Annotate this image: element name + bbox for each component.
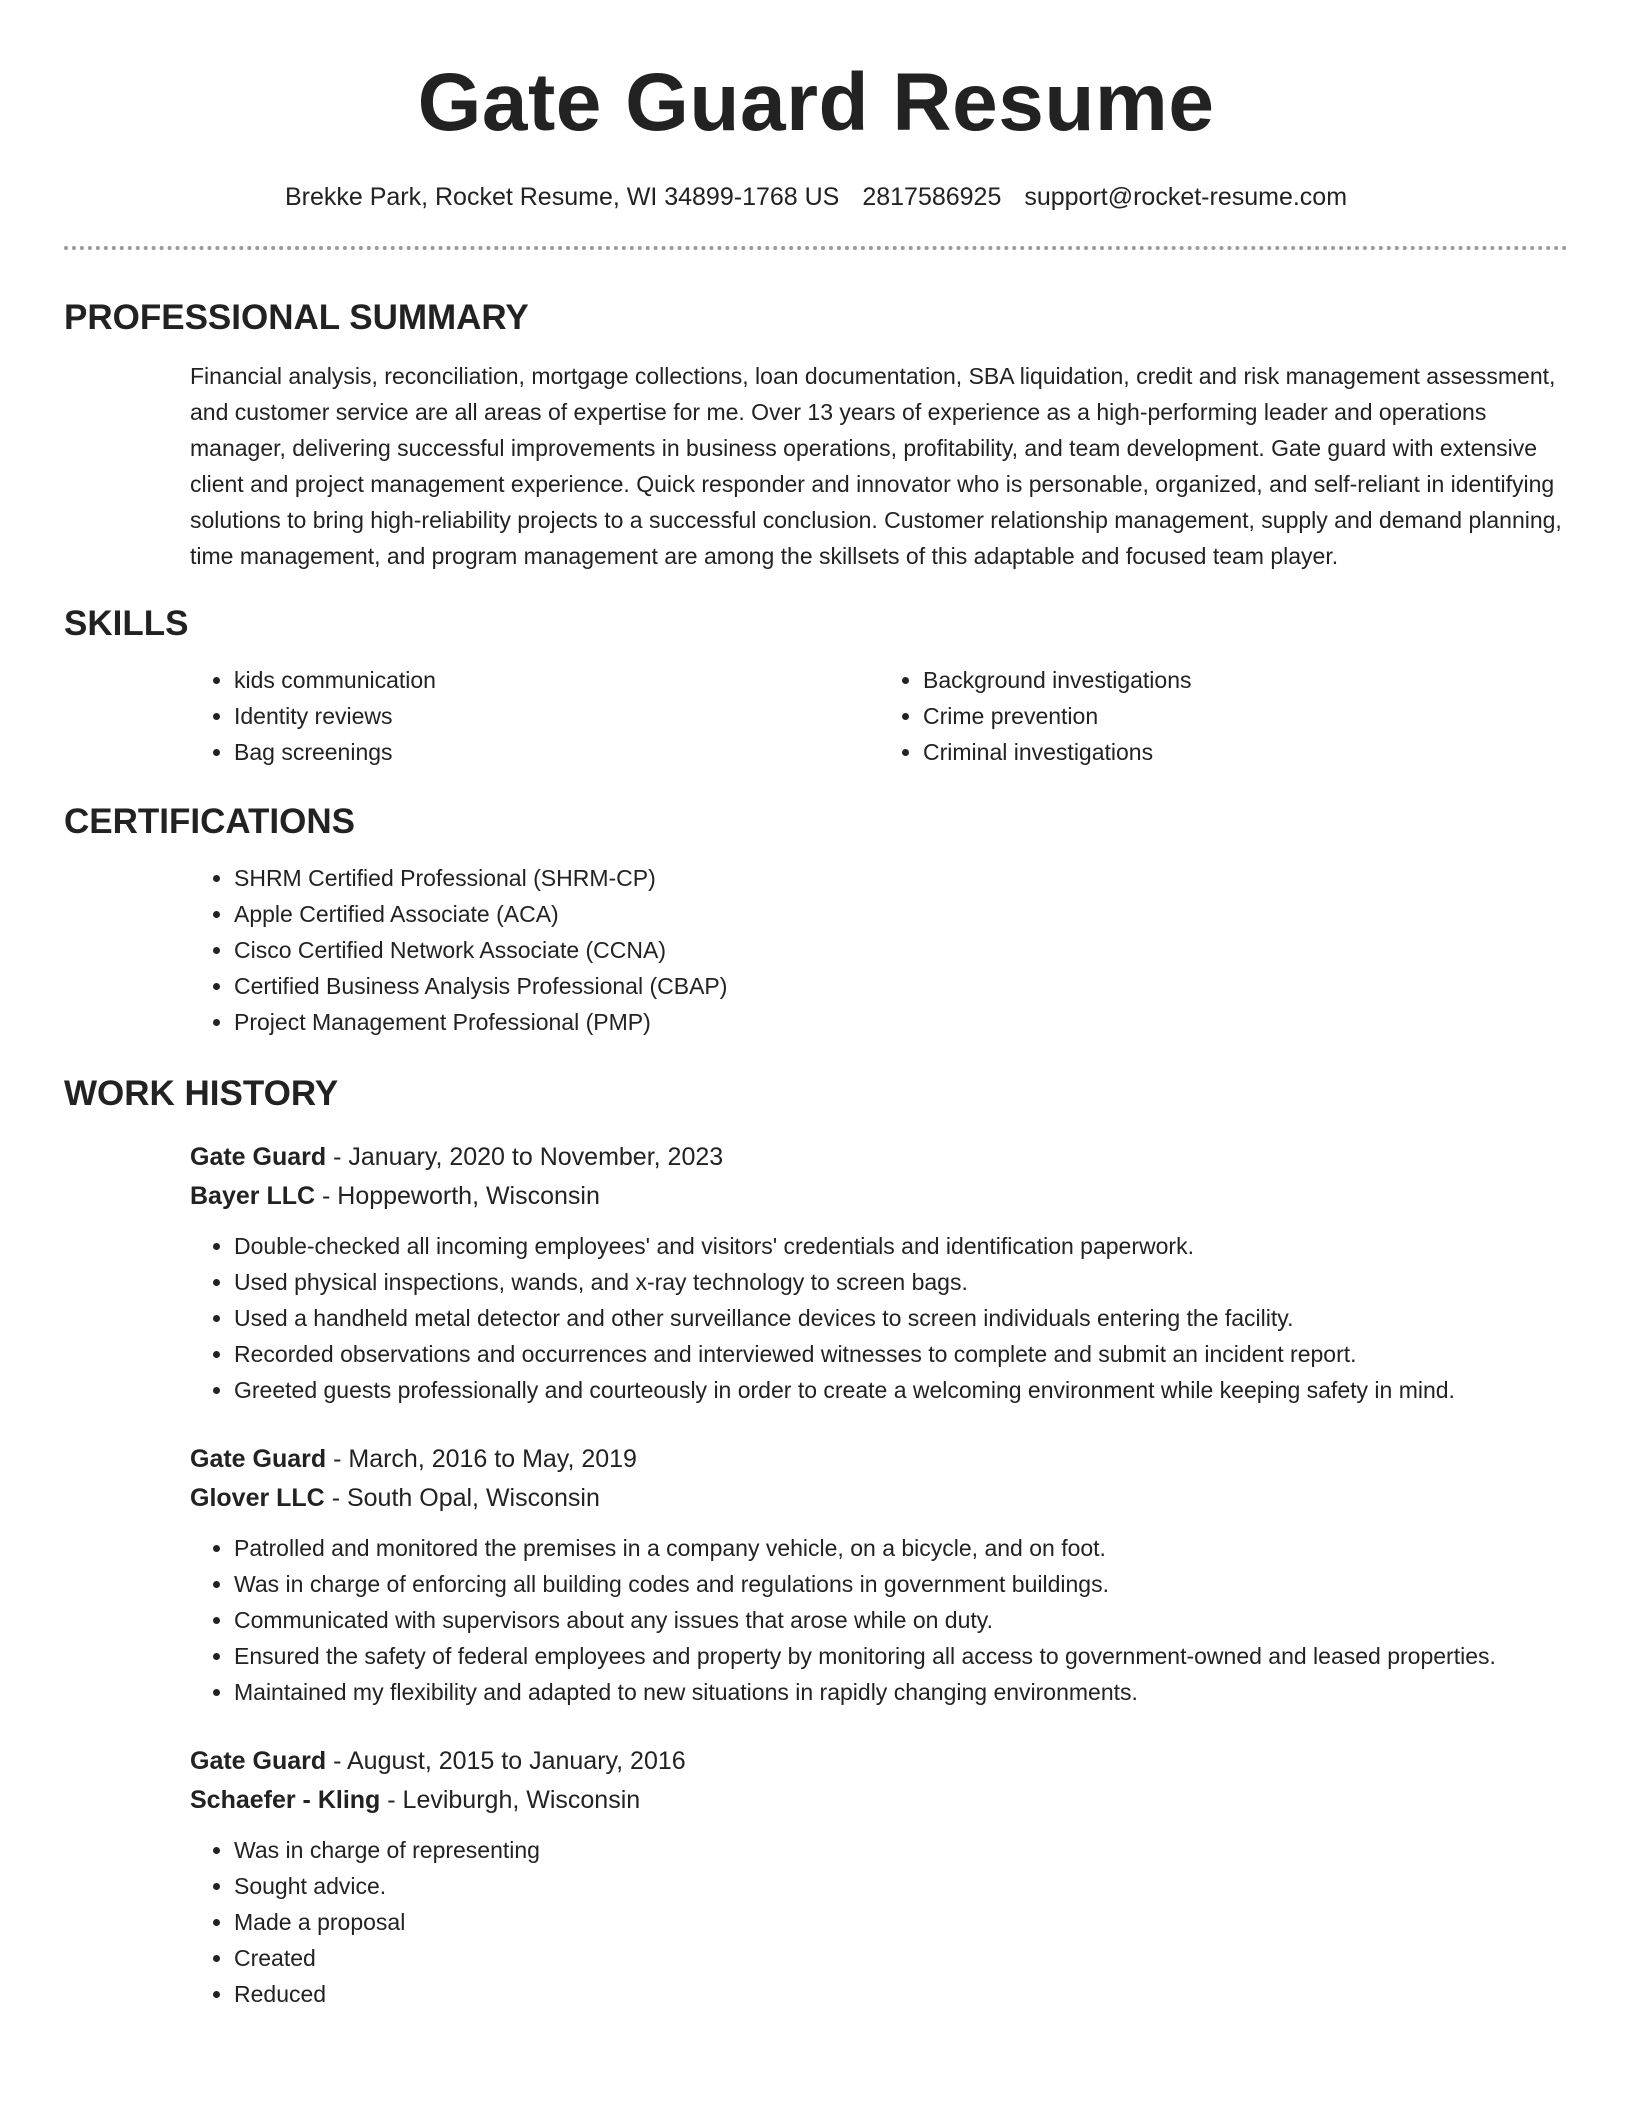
job-role: Gate Guard [190, 1747, 327, 1775]
skills-column-left [190, 662, 879, 770]
job-location: - Leviburgh, Wisconsin [380, 1786, 641, 1814]
header-divider [64, 246, 1568, 250]
job-company: Bayer LLC [190, 1182, 316, 1210]
job-company-line [190, 1781, 1568, 1820]
job-dates: - January, 2020 to November, 2023 [326, 1143, 724, 1171]
job-bullet: • Recorded observations and occurrences and interviewed witnesses to complete and submit an incident report. [234, 1336, 1568, 1372]
contact-line [64, 180, 1568, 214]
job-location: - Hoppeworth, Wisconsin [315, 1182, 600, 1210]
job-entry [190, 1440, 1568, 1710]
job-role: Gate Guard [190, 1445, 327, 1473]
certification-item: • Cisco Certified Network Associate (CCNA) [234, 932, 1568, 968]
job-bullet: • Ensured the safety of federal employees and property by monitoring all access to government-owned and leased properties. [234, 1638, 1568, 1674]
contact-email: support@rocket-resume.com [1024, 183, 1348, 211]
skills-list [190, 662, 1568, 770]
job-bullet: • Patrolled and monitored the premises in a company vehicle, on a bicycle, and on foot. [234, 1530, 1568, 1566]
resume-title: Gate Guard Resume [417, 57, 1215, 148]
job-company: Schaefer - Kling [190, 1786, 381, 1814]
job-bullet: • Was in charge of enforcing all building codes and regulations in government buildings. [234, 1566, 1568, 1602]
skill-item: • Background investigations [923, 662, 1568, 698]
job-company-line [190, 1479, 1568, 1518]
job-bullet: • Greeted guests professionally and courteously in order to create a welcoming environment while keeping safety in mind. [234, 1372, 1568, 1408]
job-bullets [190, 1832, 1568, 2012]
job-bullets [190, 1228, 1568, 1408]
certification-item: • Certified Business Analysis Professional (CBAP) [234, 968, 1568, 1004]
certification-item: • Project Management Professional (PMP) [234, 1004, 1568, 1040]
skills-column-right [879, 662, 1568, 770]
job-entry [190, 1138, 1568, 1408]
section-title-work-history: WORK HISTORY [64, 1074, 339, 1113]
job-bullet: • Used a handheld metal detector and other surveillance devices to screen individuals entering the facility. [234, 1300, 1568, 1336]
job-dates: - March, 2016 to May, 2019 [326, 1445, 637, 1473]
job-role: Gate Guard [190, 1143, 327, 1171]
job-bullets [190, 1530, 1568, 1710]
certifications-list [190, 860, 1568, 1040]
skill-item: • kids communication [234, 662, 879, 698]
job-title-line [190, 1440, 1568, 1479]
certification-item: • SHRM Certified Professional (SHRM-CP) [234, 860, 1568, 896]
job-bullet: • Created [234, 1940, 1568, 1976]
job-title-line [190, 1138, 1568, 1177]
contact-address: Brekke Park, Rocket Resume, WI 34899-1768 US [284, 183, 840, 211]
section-title-certifications: CERTIFICATIONS [64, 802, 356, 841]
job-bullet: • Communicated with supervisors about any issues that arose while on duty. [234, 1602, 1568, 1638]
job-entry [190, 1742, 1568, 2012]
job-title-line [190, 1742, 1568, 1781]
job-bullet: • Maintained my flexibility and adapted to new situations in rapidly changing environments. [234, 1674, 1568, 1710]
job-bullet: • Was in charge of representing [234, 1832, 1568, 1868]
contact-phone: 2817586925 [862, 183, 1002, 211]
job-bullet: • Reduced [234, 1976, 1568, 2012]
job-bullet: • Used physical inspections, wands, and x-ray technology to screen bags. [234, 1264, 1568, 1300]
job-bullet: • Double-checked all incoming employees' and visitors' credentials and identification paperwork. [234, 1228, 1568, 1264]
job-company-line [190, 1177, 1568, 1216]
skill-item: • Crime prevention [923, 698, 1568, 734]
skill-item: • Bag screenings [234, 734, 879, 770]
job-bullet: • Sought advice. [234, 1868, 1568, 1904]
job-dates: - August, 2015 to January, 2016 [326, 1747, 686, 1775]
job-bullet: • Made a proposal [234, 1904, 1568, 1940]
section-title-skills: SKILLS [64, 604, 189, 643]
resume-page [64, 0, 1568, 2012]
section-title-summary: PROFESSIONAL SUMMARY [64, 298, 529, 337]
skill-item: • Criminal investigations [923, 734, 1568, 770]
job-company: Glover LLC [190, 1484, 325, 1512]
summary-text: Financial analysis, reconciliation, mortgage collections, loan documentation, SBA liquidation, credit and risk management assessment, and customer service are all areas of expertise for me. Over 13 years of experience as a high-performing leader and operations manager, delivering successful improvements in business operations, profitability, and team development. Gate guard with extensive client and project management experience. Quick responder and innovator who is personable, organized, and self-reliant in identifying solutions to bring high-reliability projects to a successful conclusion. Customer relationship management, supply and demand planning, time management, and program management are among the skillsets of this adaptable and focused team player. [190, 363, 1562, 569]
skill-item: • Identity reviews [234, 698, 879, 734]
job-location: - South Opal, Wisconsin [324, 1484, 600, 1512]
certification-item: • Apple Certified Associate (ACA) [234, 896, 1568, 932]
